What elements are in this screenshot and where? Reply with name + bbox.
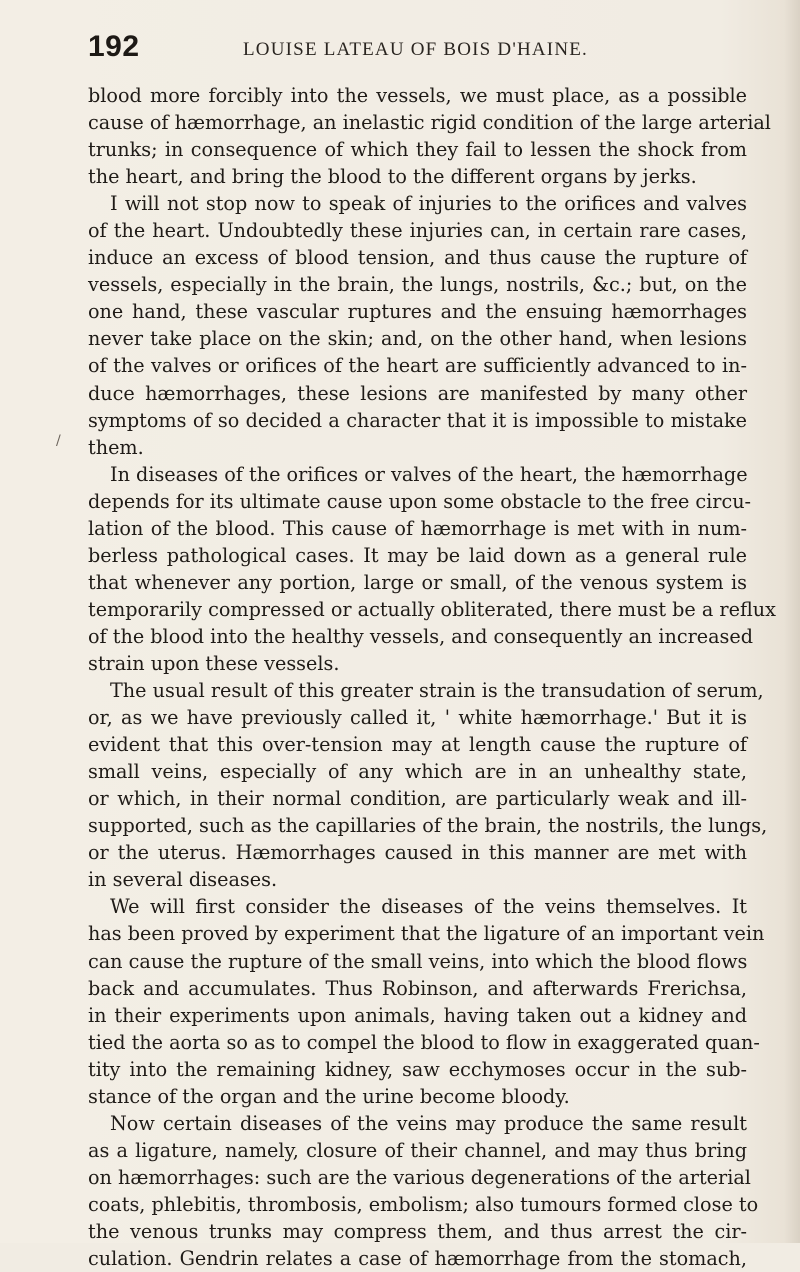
text-line: or, as we have previously called it, ' white hæmorrhage.' But it is	[88, 706, 747, 730]
text-line: evident that this over-tension may at length cause the rupture of	[88, 733, 747, 757]
text-line: never take place on the skin; and, on the other hand, when lesions	[88, 327, 747, 351]
text-line: duce hæmorrhages, these lesions are manifested by many other	[88, 381, 747, 405]
text-line: We will first consider the diseases of the veins themselves. It	[110, 895, 747, 919]
text-line: as a ligature, namely, closure of their channel, and may thus bring	[88, 1138, 747, 1162]
text-line: The usual result of this greater strain is the transudation of serum,	[110, 679, 764, 703]
text-line: lation of the blood. This cause of hæmorrhage is met with in num-	[88, 516, 747, 540]
text-line: that whenever any portion, large or small, of the venous system is	[88, 570, 747, 594]
text-line: stance of the organ and the urine become bloody.	[88, 1084, 570, 1108]
text-line: the heart, and bring the blood to the different organs by jerks.	[88, 165, 697, 189]
text-line: berless pathological cases. It may be laid down as a general rule	[88, 543, 747, 567]
text-line: of the valves or orifices of the heart are sufficiently advanced to in-	[88, 354, 747, 378]
text-line: temporarily compressed or actually obliterated, there must be a reflux	[88, 597, 776, 621]
text-line: I will not stop now to speak of injuries to the orifices and valves	[110, 192, 747, 216]
text-line: of the heart. Undoubtedly these injuries can, in certain rare cases,	[88, 219, 747, 243]
text-line: or which, in their normal condition, are particularly weak and ill-	[88, 787, 747, 811]
running-title: LOUISE LATEAU OF BOIS D'HAINE.	[243, 39, 588, 60]
text-line: can cause the rupture of the small veins, into which the blood flows	[88, 949, 748, 973]
text-line: one hand, these vascular ruptures and the ensuing hæmorrhages	[88, 300, 747, 324]
text-line: tity into the remaining kidney, saw ecchymoses occur in the sub-	[88, 1057, 747, 1081]
text-line: in their experiments upon animals, having taken out a kidney and	[88, 1003, 747, 1027]
text-line: coats, phlebitis, thrombosis, embolism; also tumours formed close to	[88, 1192, 759, 1216]
text-line: blood more forcibly into the vessels, we must place, as a possible	[88, 84, 747, 107]
text-line: vessels, especially in the brain, the lungs, nostrils, &c.; but, on the	[88, 273, 747, 297]
page-number: 192	[88, 30, 140, 63]
text-line: tied the aorta so as to compel the blood to flow in exaggerated quan-	[88, 1030, 760, 1054]
text-line: of the blood into the healthy vessels, and consequently an increased	[88, 624, 754, 648]
body-text	[88, 82, 776, 1272]
text-line: back and accumulates. Thus Robinson, and afterwards Frerichsa,	[88, 976, 747, 1000]
text-line: depends for its ultimate cause upon some obstacle to the free circu-	[88, 489, 752, 513]
text-line: in several diseases.	[88, 868, 278, 892]
text-line: culation. Gendrin relates a case of hæmorrhage from the stomach,	[88, 1247, 747, 1271]
margin-mark: /	[56, 433, 61, 449]
text-line: has been proved by experiment that the ligature of an important vein	[88, 922, 765, 946]
text-line: trunks; in consequence of which they fail to lessen the shock from	[88, 138, 747, 162]
text-line: In diseases of the orifices or valves of the heart, the hæmorrhage	[110, 462, 748, 486]
text-line: strain upon these vessels.	[88, 651, 340, 675]
text-line: Now certain diseases of the veins may produce the same result	[110, 1111, 747, 1135]
page-header	[88, 30, 748, 70]
text-line: induce an excess of blood tension, and thus cause the rupture of	[88, 246, 747, 270]
text-line: on hæmorrhages: such are the various degenerations of the arterial	[88, 1165, 751, 1189]
text-line: the venous trunks may compress them, and thus arrest the cir-	[88, 1219, 747, 1243]
text-line: supported, such as the capillaries of the brain, the nostrils, the lungs,	[88, 814, 768, 838]
text-line: them.	[88, 435, 144, 459]
text-line: small veins, especially of any which are in an unhealthy state,	[88, 760, 747, 784]
text-line: or the uterus. Hæmorrhages caused in this manner are met with	[88, 841, 747, 865]
text-line: symptoms of so decided a character that it is impossible to mistake	[88, 408, 747, 432]
text-line: cause of hæmorrhage, an inelastic rigid condition of the large arterial	[88, 111, 771, 135]
